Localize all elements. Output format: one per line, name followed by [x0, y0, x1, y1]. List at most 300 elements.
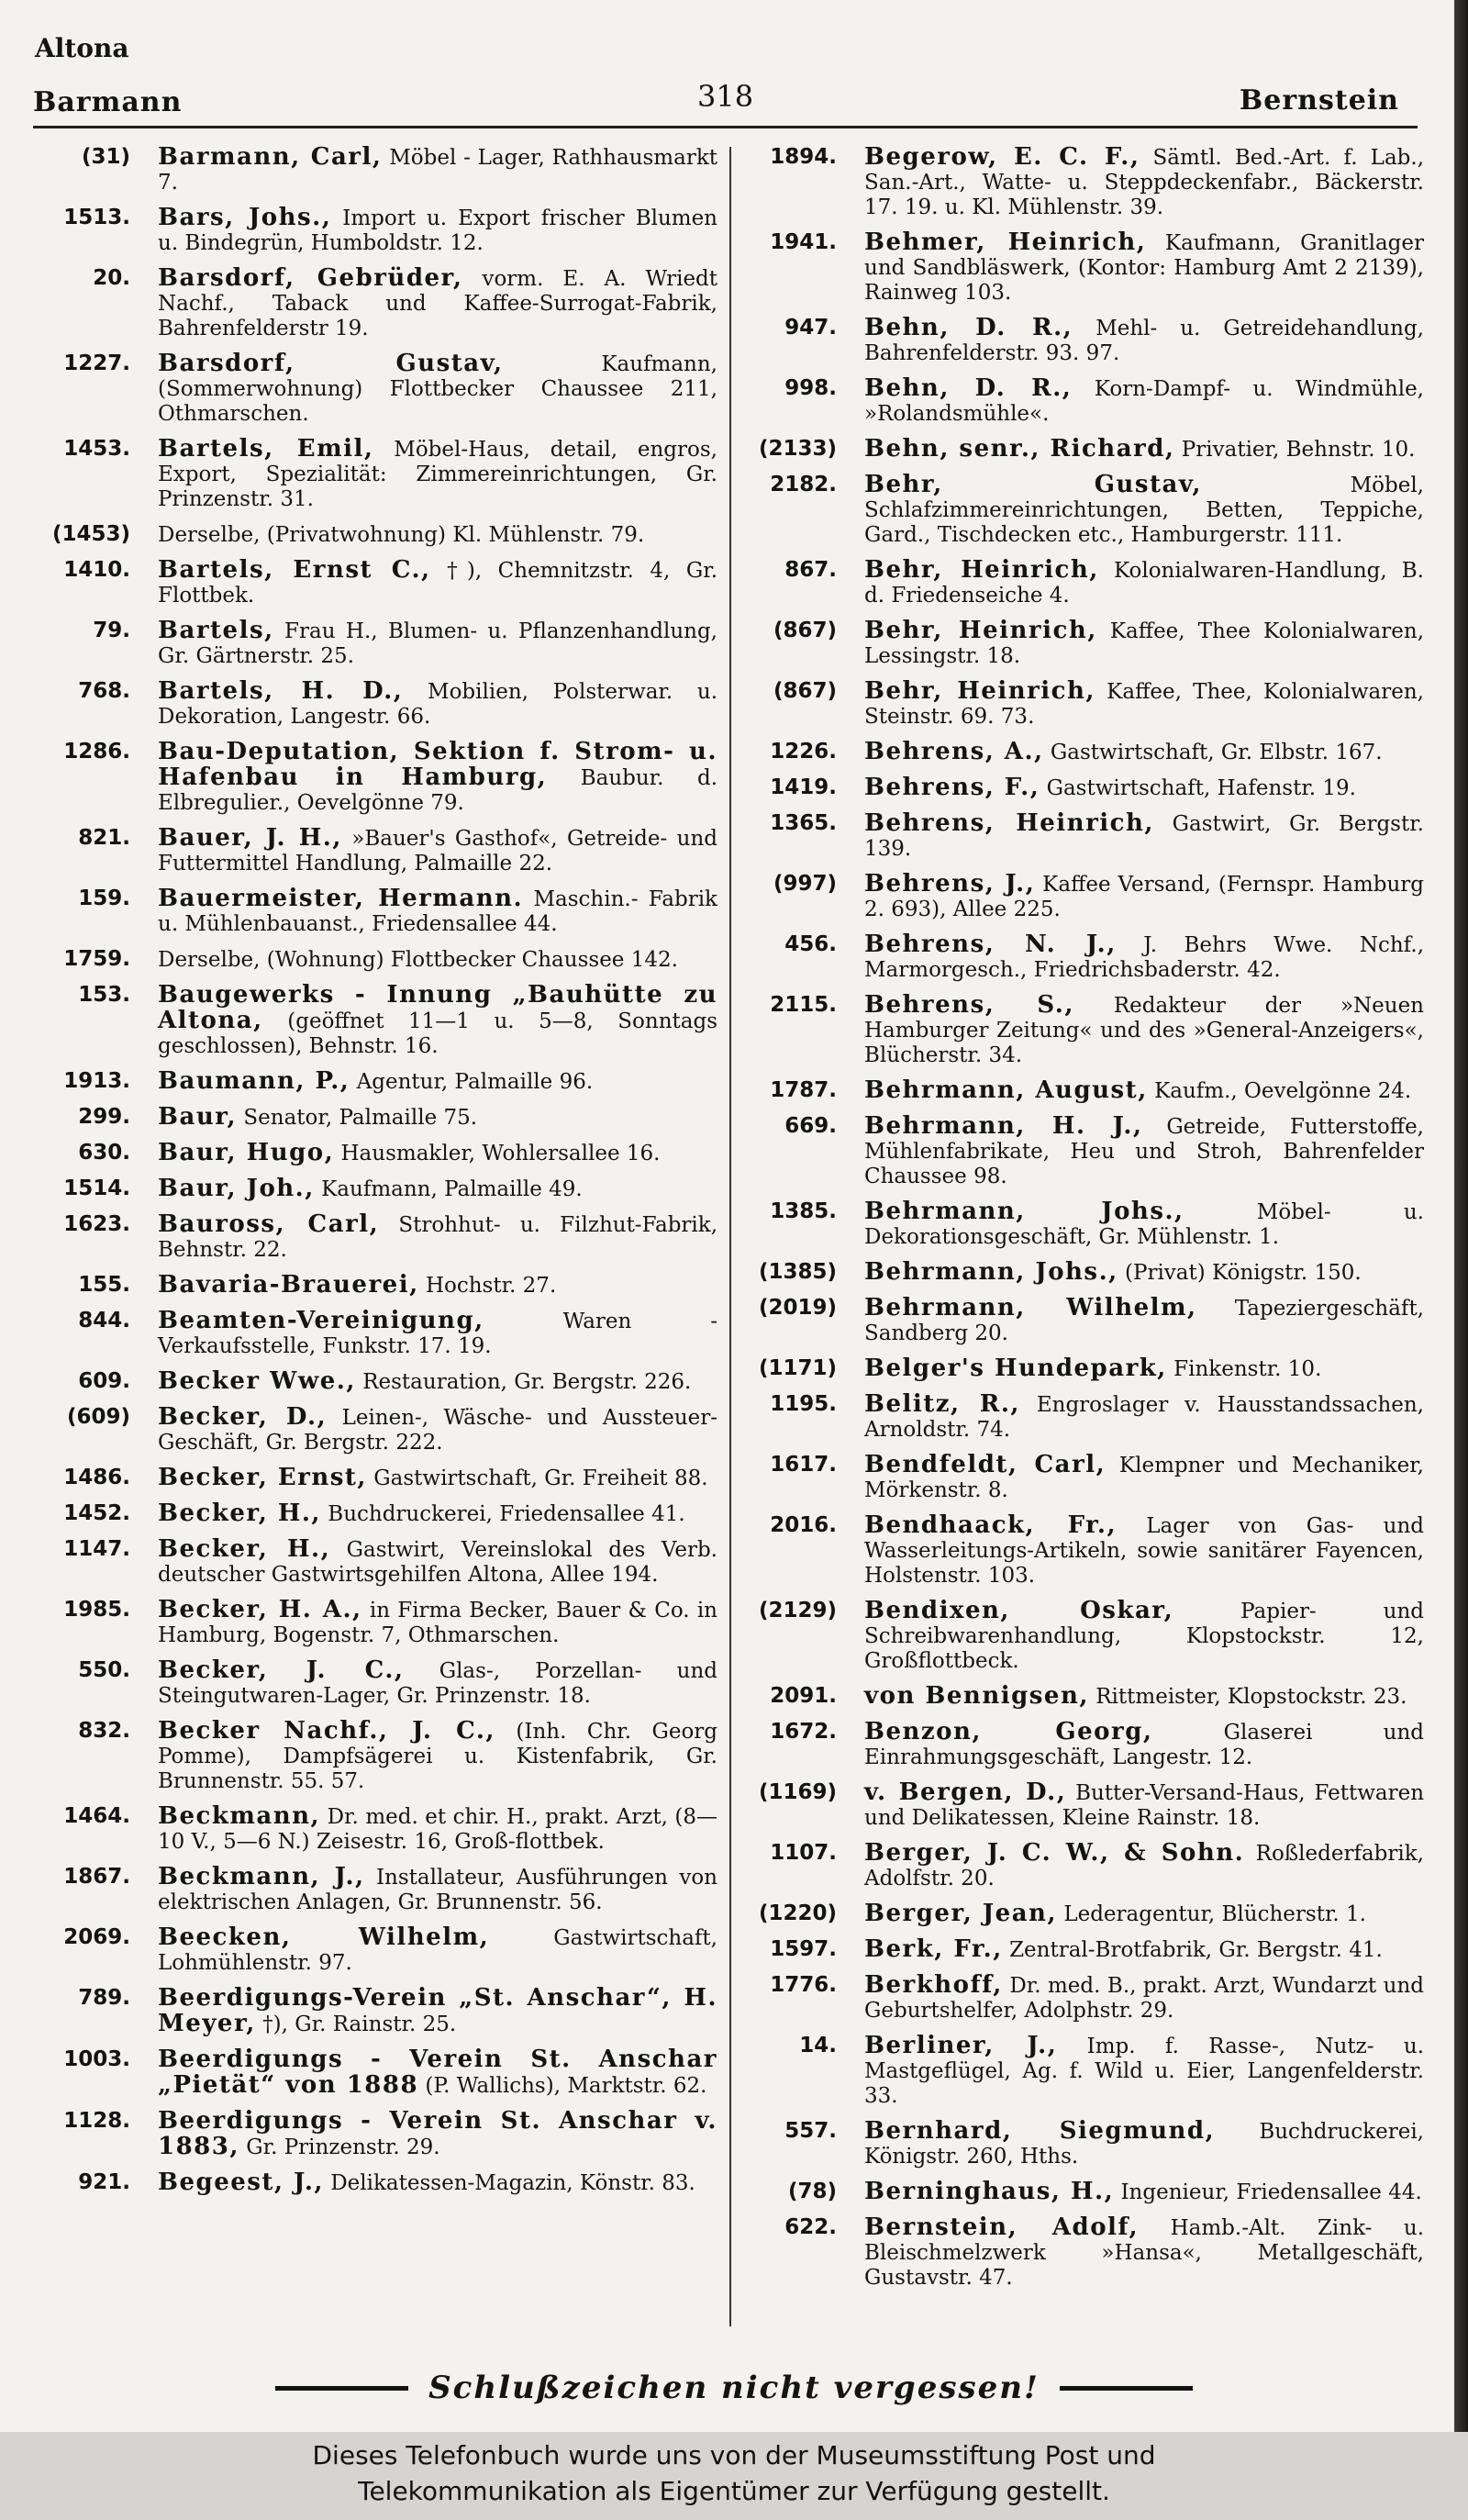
entry-body	[864, 872, 1424, 922]
directory-entry	[28, 1719, 717, 1794]
entry-details: Zentral-Brotfabrik, Gr. Bergstr. 41.	[1009, 1938, 1383, 1962]
entry-body	[158, 1105, 717, 1131]
entry-name: Berk, Fr.,	[864, 1935, 1003, 1963]
entry-details: Glas-, Porzellan- und Steingutwaren-Lager, Gr. Prinzenstr. 18.	[158, 1659, 718, 1708]
entry-body	[158, 2170, 717, 2196]
directory-entry	[743, 619, 1424, 669]
entry-body	[158, 266, 717, 341]
phone-number: 2091.	[770, 1684, 837, 1708]
entry-details: Möbel, Schlafzimmereinrichtungen, Betten, Teppiche, Gard., Tischdecken etc., Hamburgerstr. 111.	[864, 474, 1424, 547]
phone-number: (867)	[773, 679, 837, 703]
entry-body	[158, 1598, 717, 1648]
entry-body	[864, 145, 1424, 220]
entry-details: Gastwirtschaft, Hafenstr. 19.	[1046, 776, 1356, 800]
directory-entry	[743, 1937, 1424, 1963]
entry-name: Baur, Joh.,	[158, 1175, 315, 1202]
entry-name: Berger, J. C. W., & Sohn.	[864, 1839, 1245, 1867]
phone-number: 550.	[78, 1658, 130, 1682]
entry-name: Baugewerks - Innung „Bauhütte zu Altona,	[158, 981, 717, 1034]
phone-number: 1672.	[770, 1720, 837, 1744]
directory-entry	[743, 872, 1424, 922]
entry-name: Bavaria-Brauerei,	[158, 1271, 419, 1299]
entry-body	[158, 1141, 717, 1166]
phone-number: 1787.	[770, 1078, 837, 1102]
entry-body	[158, 1719, 717, 1794]
directory-entry	[743, 993, 1424, 1068]
directory-entry	[743, 1901, 1424, 1927]
entry-name: Berliner, J.,	[864, 2032, 1058, 2059]
entry-name: Belger's Hundepark,	[864, 1355, 1167, 1382]
right-column	[743, 145, 1424, 2301]
directory-entry	[743, 316, 1424, 366]
directory-entry	[743, 1453, 1424, 1503]
entry-body	[864, 775, 1424, 801]
entry-details: Finkenstr. 10.	[1173, 1357, 1322, 1381]
entry-details: Privatier, Behnstr. 10.	[1181, 438, 1416, 462]
phone-number: 1759.	[63, 947, 130, 971]
entry-details: Mehl- u. Getreidehandlung, Bahrenfelderstr. 93. 97.	[864, 317, 1424, 365]
phone-number: 1913.	[63, 1069, 130, 1093]
entry-name: Benzon, Georg,	[864, 1718, 1153, 1745]
entry-details: Dr. med. B., prakt. Arzt, Wundarzt und Geburtshelfer, Adolphstr. 29.	[864, 1974, 1424, 2023]
entry-name: Behrens, S.,	[864, 991, 1074, 1019]
directory-entry	[28, 558, 717, 608]
entry-details: Sämtl. Bed.-Art. f. Lab., San.-Art., Watte- u. Steppdeckenfabr., Bäckerstr. 17. 19. u. Kl. Mühlenstr. 39.	[864, 146, 1425, 219]
entry-name: von Bennigsen,	[864, 1682, 1089, 1710]
entry-details: Möbel - Lager, Rathhausmarkt 7.	[158, 146, 718, 195]
entry-details: Lederagentur, Blücherstr. 1.	[1063, 1902, 1366, 1926]
directory-entry	[28, 1501, 717, 1527]
phone-number: 609.	[78, 1369, 130, 1393]
phone-number: 998.	[784, 376, 837, 400]
directory-entry	[28, 1925, 717, 1976]
phone-number: (997)	[773, 872, 837, 896]
entry-details: (P. Wallichs), Marktstr. 62.	[425, 2074, 707, 2098]
city-header: Altona	[35, 33, 129, 63]
phone-number: 2182.	[770, 473, 837, 496]
entry-details: Kaffee Versand, (Fernspr. Hamburg 2. 693), Allee 225.	[864, 873, 1424, 921]
entry-body	[864, 2215, 1424, 2291]
directory-entry	[28, 826, 717, 876]
phone-number: 2016.	[770, 1513, 837, 1537]
entry-name: Behrmann, August,	[864, 1076, 1148, 1104]
directory-entry	[743, 1296, 1424, 1346]
entry-body	[864, 1199, 1424, 1250]
entry-details: Hausmakler, Wohlersallee 16.	[340, 1142, 661, 1165]
directory-entry	[28, 1537, 717, 1588]
entry-details: (geöffnet 11—1 u. 5—8, Sonntags geschlossen), Behnstr. 16.	[158, 1009, 718, 1058]
phone-number: 1514.	[63, 1176, 130, 1200]
entry-body	[864, 1841, 1424, 1891]
entry-details: (Privat) Königstr. 150.	[1125, 1261, 1362, 1285]
entry-body	[158, 1466, 717, 1491]
directory-entry	[743, 2215, 1424, 2291]
entry-body	[864, 1599, 1424, 1674]
directory-entry	[28, 947, 717, 973]
entry-details: Kaufmann, Granitlager und Sandbläswerk, (Kontor: Hamburg Amt 2 2139), Rainweg 103.	[864, 231, 1424, 305]
entry-name: Becker, J. C.,	[158, 1656, 405, 1684]
entry-details: Kaffee, Thee Kolonialwaren, Lessingstr. 18.	[864, 619, 1424, 668]
entry-details: Installateur, Ausführungen von elektrischen Anlagen, Gr. Brunnenstr. 56.	[158, 1866, 717, 1914]
directory-entry	[28, 1369, 717, 1395]
entry-name: Behr, Heinrich,	[864, 677, 1095, 705]
entry-body	[158, 1804, 717, 1855]
phone-number: 299.	[78, 1105, 130, 1129]
phone-number: 1941.	[770, 230, 837, 254]
first-entry-header: Barmann	[33, 86, 183, 118]
entry-body	[158, 1501, 717, 1527]
entry-name: Bau-Deputation, Sektion f. Strom- u. Hafenbau in Hamburg,	[158, 738, 717, 791]
entry-body	[158, 740, 717, 816]
entry-body	[158, 1925, 717, 1976]
notice-line-2: Telekommunikation als Eigentümer zur Verfügung gestellt.	[358, 2476, 1110, 2506]
phone-number: 1985.	[63, 1598, 130, 1622]
entry-details: Gastwirt, Vereinslokal des Verb. deutscher Gastwirtsgehilfen Altona, Allee 194.	[158, 1538, 717, 1587]
directory-entry	[28, 679, 717, 730]
directory-entry	[743, 1078, 1424, 1104]
phone-number: (867)	[773, 619, 837, 642]
header-rule	[33, 126, 1418, 128]
entry-details: Mobilien, Polsterwar. u. Dekoration, Langestr. 66.	[158, 680, 717, 729]
directory-entry	[743, 2034, 1424, 2109]
entry-details: Delikatessen-Magazin, Könstr. 83.	[330, 2171, 695, 2195]
directory-entry	[28, 206, 717, 256]
directory-entry	[743, 473, 1424, 548]
phone-number: (1385)	[758, 1260, 837, 1284]
directory-entry	[743, 811, 1424, 862]
entry-body	[158, 947, 717, 973]
entry-body	[158, 1176, 717, 1202]
entry-body	[864, 1973, 1424, 2024]
entry-body	[864, 740, 1424, 765]
entry-name: Behr, Gustav,	[864, 471, 1202, 498]
phone-number: 630.	[78, 1141, 130, 1165]
entry-name: Belitz, R.,	[864, 1390, 1020, 1418]
phone-number: 1617.	[770, 1453, 837, 1477]
phone-number: (1453)	[51, 522, 130, 546]
directory-entry	[28, 886, 717, 937]
entry-details: Gastwirt, Gr. Bergstr. 139.	[864, 812, 1424, 861]
phone-number: 921.	[78, 2170, 130, 2194]
entry-body	[158, 2109, 717, 2160]
entry-details: Kolonialwaren-Handlung, B. d. Friedenseiche 4.	[864, 559, 1424, 608]
entry-name: Behrmann, H. J.,	[864, 1112, 1143, 1140]
entry-body	[864, 932, 1424, 983]
entry-details: Tapeziergeschäft, Sandberg 20.	[864, 1297, 1424, 1345]
phone-number: 821.	[78, 826, 130, 850]
directory-entry	[743, 1513, 1424, 1589]
entry-name: Behrmann, Johs.,	[864, 1198, 1184, 1225]
entry-body	[864, 1780, 1424, 1831]
directory-entry	[743, 1841, 1424, 1891]
entry-name: Beerdigungs - Verein St. Anschar v. 1883,	[158, 2107, 717, 2160]
phone-number: 947.	[784, 316, 837, 340]
entry-details: Lager von Gas- und Wasserleitungs-Artikeln, sowie sanitärer Fayencen, Holstenstr. 103.	[864, 1514, 1424, 1588]
entry-details: Agentur, Palmaille 96.	[356, 1070, 594, 1094]
directory-entry	[28, 351, 717, 427]
entry-name: Behrens, Heinrich,	[864, 809, 1154, 837]
entry-details: Möbel-Haus, detail, engros, Export, Spezialität: Zimmereinrichtungen, Gr. Prinzenstr. 31.	[158, 438, 717, 511]
entry-name: Beerdigungs-Verein „St. Anschar“, H. Meyer,	[158, 1984, 717, 2037]
entry-name: Bartels,	[158, 617, 274, 644]
entry-name: Becker, H.,	[158, 1500, 321, 1527]
entry-body	[158, 145, 717, 195]
phone-number: 1410.	[63, 558, 130, 582]
footer-bar-right	[1060, 2386, 1193, 2391]
entry-name: Behrens, A.,	[864, 738, 1044, 765]
phone-number: 1147.	[63, 1537, 130, 1561]
phone-number: 1128.	[63, 2109, 130, 2133]
entry-body	[158, 983, 717, 1059]
entry-name: Bernhard, Siegmund,	[864, 2117, 1216, 2145]
entry-details: Buchdruckerei, Königstr. 260, Hths.	[864, 2120, 1424, 2169]
directory-entry	[28, 437, 717, 512]
directory-entry	[28, 1069, 717, 1095]
entry-name: Barsdorf, Gustav,	[158, 350, 504, 377]
directory-entry	[28, 619, 717, 669]
entry-details: Derselbe, (Wohnung) Flottbecker Chaussee 142.	[158, 948, 678, 972]
entry-body	[864, 1114, 1424, 1189]
directory-entry	[28, 983, 717, 1059]
entry-details: †), Gr. Rainstr. 25.	[262, 2013, 457, 2036]
entry-details: Gastwirtschaft, Gr. Elbstr. 167.	[1050, 741, 1383, 764]
entry-body	[158, 1658, 717, 1709]
entry-details: Import u. Export frischer Blumen u. Bindegrün, Humboldstr. 12.	[158, 206, 717, 255]
directory-entry	[743, 145, 1424, 220]
entry-details: Frau H., Blumen- u. Pflanzenhandlung, Gr. Gärtnerstr. 25.	[158, 619, 717, 668]
phone-number: 1486.	[63, 1466, 130, 1489]
phone-number: 1107.	[770, 1841, 837, 1865]
entry-details: Hochstr. 27.	[425, 1274, 557, 1298]
entry-body	[864, 376, 1424, 427]
directory-entry	[743, 1599, 1424, 1674]
directory-entry	[743, 1114, 1424, 1189]
directory-entry	[743, 376, 1424, 427]
phone-number: (78)	[787, 2180, 837, 2203]
directory-entry	[28, 1598, 717, 1648]
entry-body	[158, 1369, 717, 1395]
entry-name: Behn, D. R.,	[864, 314, 1073, 341]
entry-body	[864, 993, 1424, 1068]
entry-body	[864, 1453, 1424, 1503]
phone-number: 20.	[93, 266, 130, 290]
entry-details: Kaffee, Thee, Kolonialwaren, Steinstr. 69. 73.	[864, 680, 1424, 729]
phone-number: 1623.	[63, 1212, 130, 1236]
entry-body	[158, 351, 717, 427]
entry-name: Becker, Ernst,	[158, 1464, 367, 1491]
directory-entry	[743, 558, 1424, 608]
entry-name: Bernstein, Adolf,	[864, 2213, 1140, 2241]
entry-details: Leinen-, Wäsche- und Aussteuer-Geschäft, Gr. Bergstr. 222.	[158, 1406, 718, 1455]
entry-name: Begerow, E. C. F.,	[864, 143, 1140, 171]
entry-name: Behn, senr., Richard,	[864, 435, 1175, 463]
directory-entry	[28, 1176, 717, 1202]
entry-details: Restauration, Gr. Bergstr. 226.	[362, 1370, 692, 1394]
directory-entry	[743, 1720, 1424, 1770]
entry-name: Berkhoff,	[864, 1971, 1003, 1999]
entry-name: Bauer, J. H.,	[158, 824, 342, 852]
entry-name: Begeest, J.,	[158, 2169, 324, 2196]
phone-number: 768.	[78, 679, 130, 703]
entry-name: Berger, Jean,	[864, 1900, 1057, 1927]
notice-line-1: Dieses Telefonbuch wurde uns von der Museumsstiftung Post und	[312, 2440, 1156, 2470]
directory-entry	[743, 230, 1424, 306]
phone-number: 1286.	[63, 740, 130, 764]
entry-details: (Inh. Chr. Georg Pomme), Dampfsägerei u. Kistenfabrik, Gr. Brunnenstr. 55. 57.	[158, 1720, 718, 1793]
entry-details: Kaufmann, (Sommerwohnung) Flottbecker Chaussee 211, Othmarschen.	[158, 352, 717, 426]
entry-name: Behr, Heinrich,	[864, 556, 1099, 584]
entry-details: Imp. f. Rasse-, Nutz- u. Mastgeflügel, Ag. f. Wild u. Eier, Langenfelderstr. 33.	[864, 2035, 1425, 2108]
entry-body	[864, 1392, 1424, 1443]
directory-entry	[28, 266, 717, 341]
entry-body	[864, 1684, 1424, 1710]
phone-number: (1220)	[758, 1901, 837, 1925]
entry-name: Bauermeister, Hermann.	[158, 885, 524, 912]
phone-number: 1227.	[63, 351, 130, 375]
directory-entry	[28, 1405, 717, 1455]
phone-number: 789.	[78, 1986, 130, 2010]
entry-name: Beckmann, J.,	[158, 1863, 365, 1890]
phone-number: 1419.	[770, 775, 837, 799]
entry-body	[158, 679, 717, 730]
left-column	[28, 145, 717, 2206]
entry-body	[158, 1309, 717, 1359]
entry-name: Behmer, Heinrich,	[864, 229, 1147, 256]
entry-body	[864, 2180, 1424, 2205]
entry-details: Ingenieur, Friedensallee 44.	[1120, 2180, 1422, 2204]
directory-entry	[743, 775, 1424, 801]
entry-name: Bartels, Emil,	[158, 435, 374, 463]
phone-number: 1452.	[63, 1501, 130, 1525]
entry-name: Becker, D.,	[158, 1403, 328, 1431]
entry-details: Butter-Versand-Haus, Fettwaren und Delikatessen, Kleine Rainstr. 18.	[864, 1781, 1425, 1830]
directory-entry	[28, 2047, 717, 2099]
entry-details: Papier- und Schreibwarenhandlung, Klopstockstr. 12, Großflottbeck.	[864, 1600, 1424, 1673]
directory-entry	[743, 1392, 1424, 1443]
entry-details: Senator, Palmaille 75.	[243, 1106, 478, 1130]
entry-details: Korn-Dampf- u. Windmühle, »Rolandsmühle«.	[864, 377, 1424, 426]
entry-name: Barmann, Carl,	[158, 143, 383, 171]
directory-entry	[743, 1973, 1424, 2024]
phone-number: (2019)	[758, 1296, 837, 1320]
entry-name: Beckmann,	[158, 1802, 321, 1830]
column-divider	[729, 147, 731, 2326]
ownership-notice	[0, 2432, 1468, 2520]
phone-number: 2115.	[770, 993, 837, 1017]
entry-name: Berninghaus, H.,	[864, 2178, 1115, 2205]
entry-details: Baubur. d. Elbregulier., Oevelgönne 79.	[158, 766, 718, 815]
entry-details: in Firma Becker, Bauer & Co. in Hamburg, Bogenstr. 7, Othmarschen.	[158, 1599, 717, 1647]
entry-name: Bendhaack, Fr.,	[864, 1511, 1118, 1539]
phone-number: 1385.	[770, 1199, 837, 1223]
entry-name: Bendixen, Oskar,	[864, 1597, 1174, 1624]
directory-entry	[28, 2109, 717, 2160]
entry-body	[864, 811, 1424, 862]
entry-details: Klempner und Mechaniker, Mörkenstr. 8.	[864, 1454, 1424, 1502]
entry-name: Bendfeldt, Carl,	[864, 1451, 1107, 1478]
entry-name: Behrmann, Wilhelm,	[864, 1294, 1197, 1321]
entry-body	[158, 558, 717, 608]
phone-number: 1513.	[63, 206, 130, 229]
entry-body	[864, 437, 1424, 463]
entry-body	[864, 1356, 1424, 1382]
phone-number: (1169)	[758, 1780, 837, 1804]
entry-body	[158, 1212, 717, 1263]
entry-body	[158, 1273, 717, 1299]
directory-entry	[28, 1865, 717, 1915]
entry-body	[864, 1078, 1424, 1104]
entry-details: Rittmeister, Klopstockstr. 23.	[1095, 1685, 1407, 1709]
directory-entry	[743, 1260, 1424, 1286]
footer-reminder-text: Schlußzeichen nicht vergessen!	[428, 2369, 1040, 2406]
entry-name: Beamten-Vereinigung,	[158, 1307, 484, 1334]
entry-name: Becker Nachf., J. C.,	[158, 1717, 495, 1745]
directory-entry	[28, 2170, 717, 2196]
phone-number: 832.	[78, 1719, 130, 1743]
page-edge	[1454, 0, 1468, 2432]
phone-number: 669.	[784, 1114, 837, 1138]
directory-entry	[28, 1804, 717, 1855]
directory-entry	[743, 932, 1424, 983]
phone-number: (609)	[66, 1405, 130, 1429]
entry-body	[158, 206, 717, 256]
entry-body	[864, 558, 1424, 608]
entry-body	[864, 1513, 1424, 1589]
entry-name: Baumann, P.,	[158, 1067, 350, 1095]
directory-entry	[28, 1309, 717, 1359]
entry-body	[864, 679, 1424, 730]
entry-name: Becker Wwe.,	[158, 1367, 356, 1395]
entry-body	[864, 230, 1424, 306]
entry-body	[158, 1865, 717, 1915]
entry-body	[864, 1720, 1424, 1770]
entry-details: »Bauer's Gasthof«, Getreide- und Futtermittel Handlung, Palmaille 22.	[158, 827, 718, 875]
entry-details: Engroslager v. Hausstandssachen, Arnoldstr. 74.	[864, 1393, 1424, 1442]
entry-name: Behr, Heinrich,	[864, 617, 1097, 644]
entry-body	[864, 1937, 1424, 1963]
entry-body	[864, 316, 1424, 366]
entry-body	[864, 2119, 1424, 2169]
phone-number: 1195.	[770, 1392, 837, 1416]
entry-name: Behn, D. R.,	[864, 374, 1073, 402]
entry-body	[158, 619, 717, 669]
entry-name: Baur, Hugo,	[158, 1139, 335, 1166]
entry-name: Bars, Johs.,	[158, 204, 332, 231]
entry-name: Bartels, H. D.,	[158, 677, 404, 705]
entry-body	[158, 886, 717, 937]
entry-name: Barsdorf, Gebrüder,	[158, 264, 463, 292]
directory-entry	[28, 145, 717, 195]
entry-name: Beecken, Wilhelm,	[158, 1923, 490, 1951]
directory-entry	[743, 740, 1424, 765]
entry-body	[864, 619, 1424, 669]
entry-details: Gastwirtschaft, Gr. Freiheit 88.	[373, 1466, 708, 1490]
entry-body	[158, 522, 717, 548]
phone-number: 153.	[78, 983, 130, 1007]
directory-entry	[743, 1356, 1424, 1382]
entry-name: Becker, H.,	[158, 1535, 331, 1563]
entry-details: J. Behrs Wwe. Nchf., Marmorgesch., Friedrichsbaderstr. 42.	[864, 933, 1424, 982]
directory-entry	[743, 437, 1424, 463]
phone-number: 1776.	[770, 1973, 837, 1997]
entry-details: Hamb.-Alt. Zink- u. Bleischmelzwerk »Hansa«, Metallgeschäft, Gustavstr. 47.	[864, 2216, 1425, 2290]
phone-number: 14.	[799, 2034, 837, 2057]
entry-name: Becker, H. A.,	[158, 1596, 362, 1623]
entry-details: Kaufmann, Palmaille 49.	[321, 1177, 583, 1201]
entry-body	[864, 1901, 1424, 1927]
entry-details: Glaserei und Einrahmungsgeschäft, Langestr. 12.	[864, 1721, 1424, 1769]
entry-details: Getreide, Futterstoffe, Mühlenfabrikate, Heu und Stroh, Bahrenfelder Chaussee 98.	[864, 1115, 1424, 1188]
